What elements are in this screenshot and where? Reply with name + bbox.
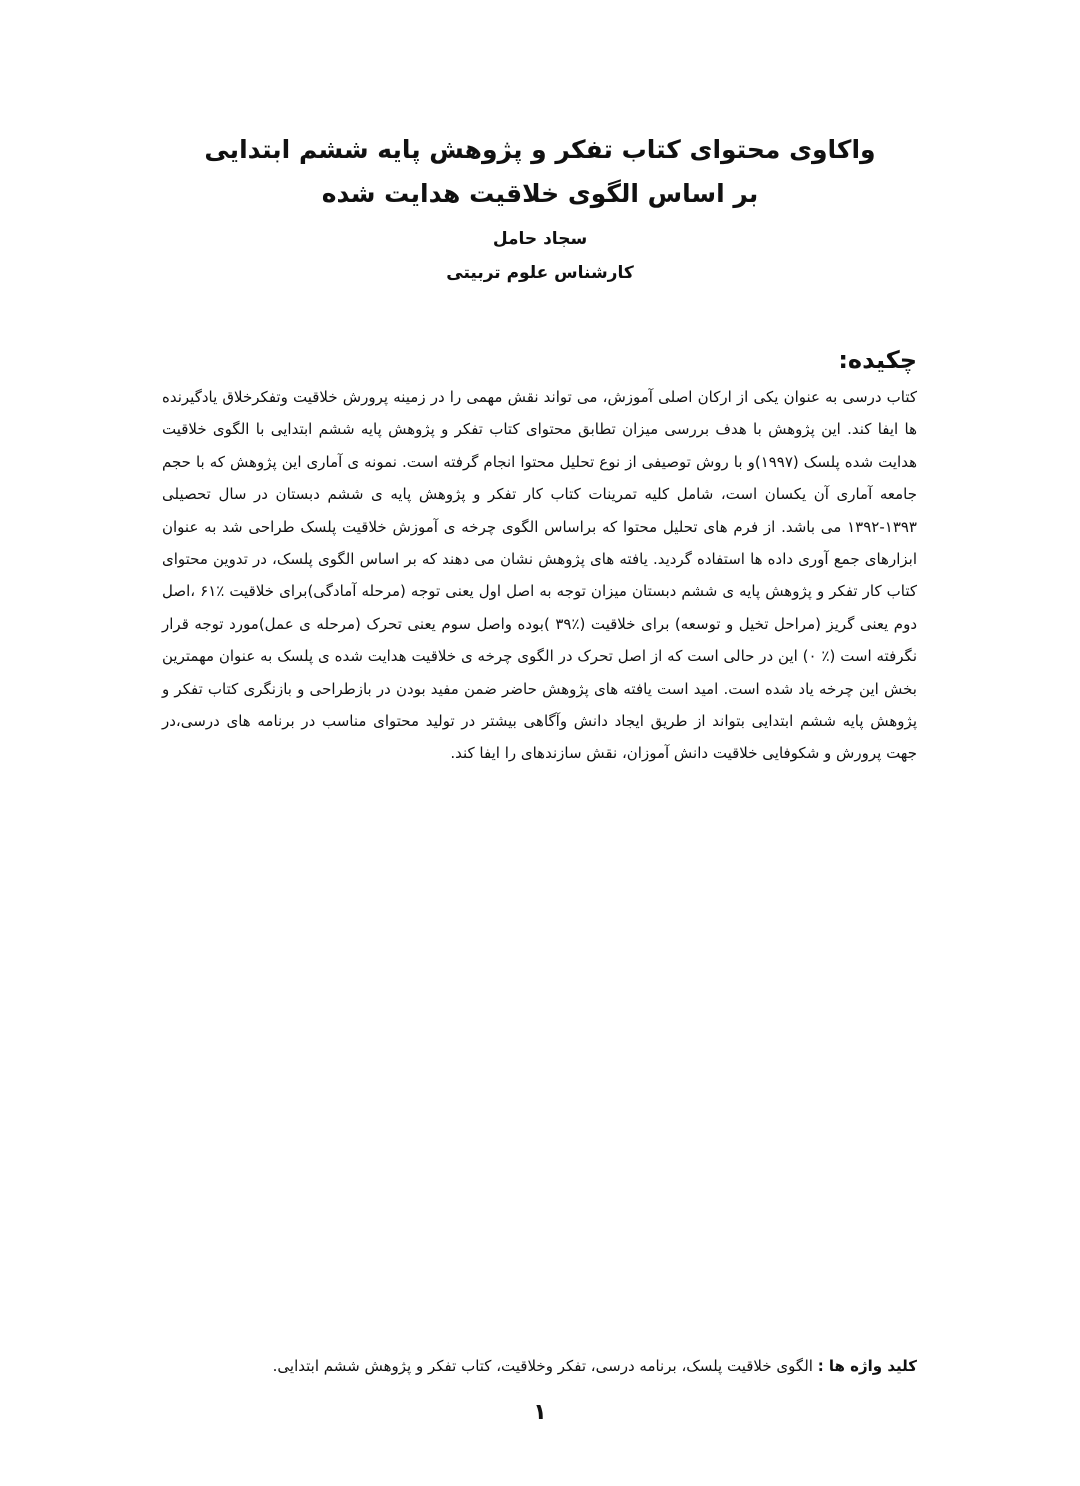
keywords — [162, 1352, 917, 1380]
paper-title-line-2: بر اساس الگوی خلاقیت هدایت شده — [321, 179, 759, 208]
paper-title-line-1: واکاوی محتوای کتاب تفکر و پژوهش پایه ششم ابتدایی — [204, 135, 876, 164]
title-block — [140, 128, 940, 290]
author-name: سجاد حامل — [492, 229, 588, 249]
page-number: ۱ — [533, 1400, 547, 1425]
abstract-text: کتاب درسی به عنوان یکی از ارکان اصلی آموزش، می تواند نقش مهمی را در زمینه پرورش خلاقیت وتفکرخلاق یادگیرنده ها ایفا کند. این پژوهش با هدف بررسی میزان تطابق محتوای کتاب تفکر و پژوهش پایه ششم ابتدایی با الگوی خلاقیت هدایت شده پلسک (۱۹۹۷)و با روش توصیفی از نوع تحلیل محتوا انجام گرفته است. نمونه ی آماری این پژوهش که با حجم جامعه آماری آن یکسان است، شامل کلیه تمرینات کتاب کار تفکر و پژوهش پایه ی ششم دبستان در سال تحصیلی ۱۳۹۳-۱۳۹۲ می باشد. از فرم های تحلیل محتوا که براساس الگوی چرخه ی آموزش خلاقیت پلسک طراحی شد به عنوان ابزارهای جمع آوری داده ها استفاده گردید. یافته های پژوهش نشان می دهند که بر اساس الگوی پلسک، در تدوین محتوای کتاب کار تفکر و پژوهش پایه ی ششم دبستان میزان توجه به اصل اول یعنی توجه (مرحله آمادگی)برای خلاقیت ٪۶۱ ،اصل دوم یعنی گریز (مراحل تخیل و توسعه) برای خلاقیت (٪۳۹ )بوده واصل سوم یعنی تحرک (مرحله ی عمل)مورد توجه قرار نگرفته است (٪ ۰) این در حالی است که از اصل تحرک در الگوی چرخه ی خلاقیت هدایت شده ی پلسک به عنوان مهمترین بخش این چرخه یاد شده است. امید است یافته های پژوهش حاضر ضمن مفید بودن در بازطراحی و بازنگری کتاب تفکر و پژوهش پایه ششم ابتدایی بتواند از طریق ایجاد دانش وآگاهی بیشتر در تولید محتوای مناسب در برنامه های درسی،در جهت پرورش و شکوفایی خلاقیت دانش آموزان، نقش سازندهای را ایفا کند. — [162, 388, 917, 763]
keywords-text: الگوی خلاقیت پلسک، برنامه درسی، تفکر وخلاقیت، کتاب تفکر و پژوهش ششم ابتدایی. — [272, 1357, 818, 1375]
keywords-label: کلید واژه ها : — [817, 1357, 917, 1375]
author-affiliation: کارشناس علوم تربیتی — [446, 263, 634, 283]
abstract-heading: چکیده: — [838, 346, 917, 374]
